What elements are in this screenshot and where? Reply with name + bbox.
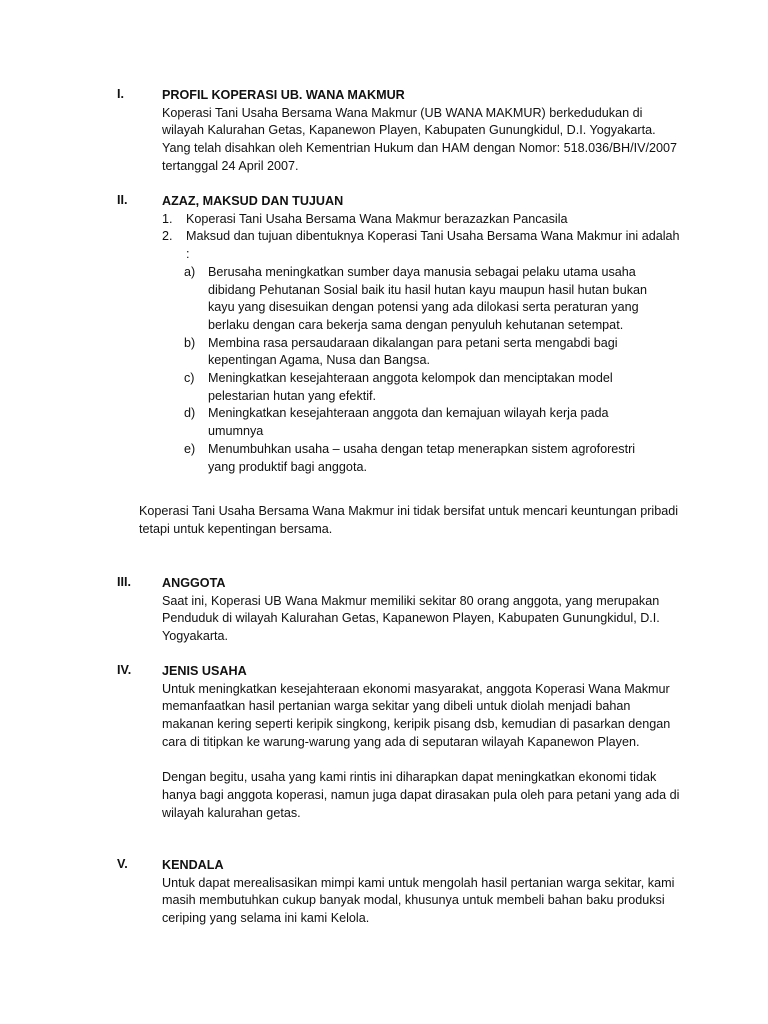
list-item-text: Maksud dan tujuan dibentuknya Koperasi Tani Usaha Bersama Wana Makmur ini adalah :	[186, 229, 680, 262]
paragraph: Untuk dapat merealisasikan mimpi kami untuk mengolah hasil pertanian warga sekitar, kami masih membutuhkan cukup banyak modal, khusunya untuk membeli bahan baku produksi ceriping yang selama ini kami Kelola.	[162, 875, 675, 926]
section-heading: AZAZ, MAKSUD DAN TUJUAN	[162, 194, 344, 208]
section-heading: JENIS USAHA	[162, 664, 247, 678]
paragraph: Koperasi Tani Usaha Bersama Wana Makmur (UB WANA MAKMUR) berkedudukan di wilayah Kalurahan Getas, Kapanewon Playen, Kabupaten Gunungkidul, D.I. Yogyakarta. Yang telah disahkan oleh Kementrian Hukum dan HAM dengan Nomor: 518.036/BH/IV/2007 tertanggal 24 April 2007.	[162, 105, 678, 173]
list-item	[184, 335, 653, 370]
list-item	[162, 211, 682, 229]
list-marker: 1.	[162, 211, 173, 226]
paragraph: Dengan begitu, usaha yang kami rintis ini diharapkan dapat meningkatkan ekonomi tidak hanya bagi anggota koperasi, namun juga dapat dirasakan pula oleh para petani yang ada di wilayah kalurahan getas.	[162, 770, 680, 820]
list-marker: 2.	[162, 229, 173, 244]
paragraph: Saat ini, Koperasi UB Wana Makmur memiliki sekitar 80 orang anggota, yang merupakan Penduduk di wilayah Kalurahan Getas, Kapanewon Playen, Kabupaten Gunungkidul, D.I. Yogyakarta.	[162, 593, 660, 644]
list-item	[162, 228, 682, 263]
section-heading: ANGGOTA	[162, 576, 226, 590]
section-anggota	[117, 575, 697, 646]
paragraph: Untuk meningkatkan kesejahteraan ekonomi masyarakat, anggota Koperasi Wana Makmur memanfaatkan hasil pertanian warga sekitar yang dibeli untuk diolah menjadi bahan makanan kering seperti keripik singkong, keripik pisang dsb, kemudian di pasarkan dengan cara di titipkan ke warung-warung yang ada di seputaran wilayah Kapanewon Playen.	[162, 681, 671, 749]
list-marker: c)	[184, 371, 195, 386]
section-number: II.	[117, 193, 128, 207]
section-kendala	[117, 857, 697, 928]
section-heading: KENDALA	[162, 858, 224, 872]
list-item-text: Berusaha meningkatkan sumber daya manusia sebagai pelaku utama usaha dibidang Pehutanan Sosial baik itu hasil hutan kayu maupun hasil hutan bukan kayu yang disesuikan dengan potensi yang ada dilokasi serta peraturan yang berlaku dengan cara bekerja sama dengan penyuluh kehutanan setempat.	[208, 264, 647, 332]
list-marker: b)	[184, 335, 196, 350]
list-marker: e)	[184, 441, 196, 456]
section-number: I.	[117, 87, 124, 101]
numbered-list	[162, 211, 682, 264]
list-item-text: Meningkatkan kesejahteraan anggota dan kemajuan wilayah kerja pada umumnya	[208, 406, 609, 439]
list-item-text: Meningkatkan kesejahteraan anggota kelompok dan menciptakan model pelestarian hutan yang efektif.	[208, 371, 613, 403]
section-jenis-usaha	[117, 663, 697, 822]
list-item-text: Menumbuhkan usaha – usaha dengan tetap menerapkan sistem agroforestri yang produktif bagi anggota.	[208, 441, 636, 474]
list-item	[184, 370, 653, 405]
section-profil	[117, 87, 697, 176]
section-number: IV.	[117, 663, 132, 677]
list-marker: d)	[184, 406, 196, 421]
lettered-list	[184, 264, 682, 476]
section-number: V.	[117, 857, 128, 871]
list-item-text: Koperasi Tani Usaha Bersama Wana Makmur berazazkan Pancasila	[186, 211, 568, 226]
section-note: Koperasi Tani Usaha Bersama Wana Makmur ini tidak bersifat untuk mencari keuntungan pribadi tetapi untuk kepentingan bersama.	[139, 504, 679, 536]
list-item	[184, 405, 653, 440]
list-marker: a)	[184, 264, 196, 279]
list-item-text: Membina rasa persaudaraan dikalangan para petani serta mengabdi bagi kepentingan Agama, Nusa dan Bangsa.	[208, 335, 618, 368]
list-item	[184, 264, 653, 335]
section-azaz	[117, 193, 697, 476]
section-heading: PROFIL KOPERASI UB. WANA MAKMUR	[162, 88, 405, 102]
section-number: III.	[117, 575, 131, 589]
list-item	[184, 441, 653, 476]
